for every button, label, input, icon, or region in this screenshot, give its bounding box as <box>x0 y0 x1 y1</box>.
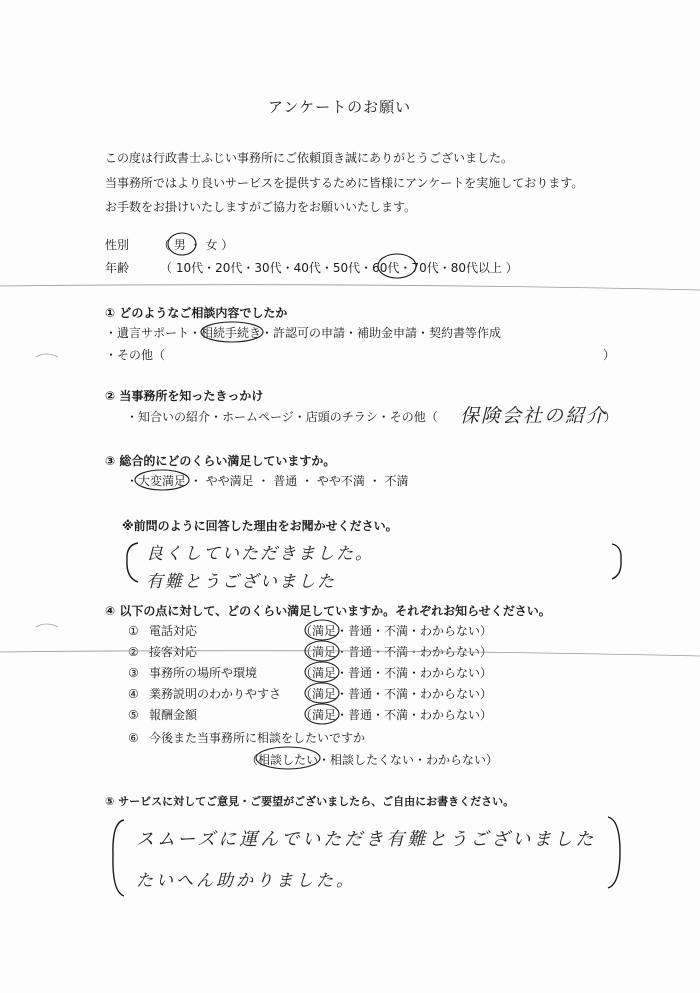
q5-answer-line-1: スムーズに運んでいただき有難とうございました <box>136 829 597 850</box>
q2-close: ） <box>604 410 617 424</box>
q3-options[interactable]: ・大変満足 ・ やや満足 ・ 普通 ・ やや不満 ・ 不満 <box>126 474 409 488</box>
q2-handwritten-answer: 保険会社の紹介 <box>460 405 608 427</box>
intro-line-1: この度は行政書士ふじい事務所にご依頼頂き誠にありがとうございました。 <box>105 151 514 165</box>
q4-item-4-options[interactable]: （満足・普通・不満・わからない） <box>300 687 493 701</box>
q4-item-5-num: ⑤ <box>128 708 139 722</box>
q5-heading: ⑤ サービスに対してご意見・ご要望がございましたら、ご自由にお書きください。 <box>105 795 515 808</box>
q1-options[interactable]: ・遺言サポート・相続手続き・許認可の申請・補助金申請・契約書等作成 <box>105 326 502 340</box>
q3-heading: ③ 総合的にどのくらい満足していますか。 <box>105 454 336 468</box>
q4-item-1-label: 電話対応 <box>149 624 198 638</box>
q4-item-2-label: 接客対応 <box>149 645 198 659</box>
q4-item-3-label: 事務所の場所や環境 <box>149 666 258 680</box>
q5-bracket-left <box>113 820 124 896</box>
q4-item-4-num: ④ <box>128 687 139 701</box>
gender-options[interactable]: （ 男 ・ 女 ） <box>158 238 234 252</box>
q4-item-1-options[interactable]: （満足・普通・不満・わからない） <box>300 624 493 638</box>
q4-item-6-num: ⑥ <box>128 731 139 745</box>
q4-item-5-options[interactable]: （満足・普通・不満・わからない） <box>300 708 493 722</box>
intro-line-2: 当事務所ではより良いサービスを提供するために皆様にアンケートを実施しております。 <box>105 176 584 190</box>
q2-options[interactable]: ・知合いの紹介・ホームページ・店頭のチラシ・その他（ <box>126 410 438 424</box>
q4-item-4-label: 業務説明のわかりやすさ <box>149 687 282 701</box>
intro-line-3: お手数をお掛けいたしますがご協力をお願いいたします。 <box>105 200 417 214</box>
reason-bracket-right <box>612 544 621 579</box>
q1-other-close: ） <box>603 348 616 362</box>
q2-heading: ② 当事務所を知ったきっかけ <box>105 389 264 403</box>
q4-item-6-label: 今後また当事務所に相談をしたいですか <box>149 731 366 745</box>
q4-item-5-label: 報酬金額 <box>149 708 198 722</box>
reason-bracket-left <box>127 543 138 582</box>
gender-label: 性別 <box>105 238 130 252</box>
q4-item-3-options[interactable]: （満足・普通・不満・わからない） <box>300 666 493 680</box>
q5-answer-line-2: たいへん助かりました。 <box>136 871 356 891</box>
reason-heading: ※前問のように回答した理由をお聞かせください。 <box>122 519 398 533</box>
fold-line-top <box>0 285 700 290</box>
q4-item-3-num: ③ <box>128 666 139 680</box>
q5-bracket-right <box>608 817 620 888</box>
reason-answer-line-1: 良くしていただきました。 <box>146 544 374 564</box>
fold-mark-left-2 <box>36 624 58 627</box>
reason-answer-line-2: 有難とうございました <box>146 572 336 592</box>
page-title: アンケートのお願い <box>268 98 412 116</box>
q4-item-1-num: ① <box>128 624 139 638</box>
q4-item-6-options[interactable]: （相談したい・相談したくない・わからない） <box>246 753 499 767</box>
q1-other: ・その他（ <box>105 348 166 362</box>
age-options[interactable]: （ 10代・20代・30代・40代・50代・60代・70代・80代以上 ） <box>160 261 518 275</box>
q4-item-2-num: ② <box>128 645 139 659</box>
q4-heading: ④ 以下の点に対して、どのくらい満足していますか。それぞれお知らせください。 <box>105 604 551 618</box>
age-label: 年齢 <box>105 261 130 275</box>
q4-item-2-options[interactable]: （満足・普通・不満・わからない） <box>300 645 493 659</box>
q1-heading: ① どのようなご相談内容でしたか <box>105 306 288 320</box>
fold-mark-left-1 <box>36 354 58 357</box>
